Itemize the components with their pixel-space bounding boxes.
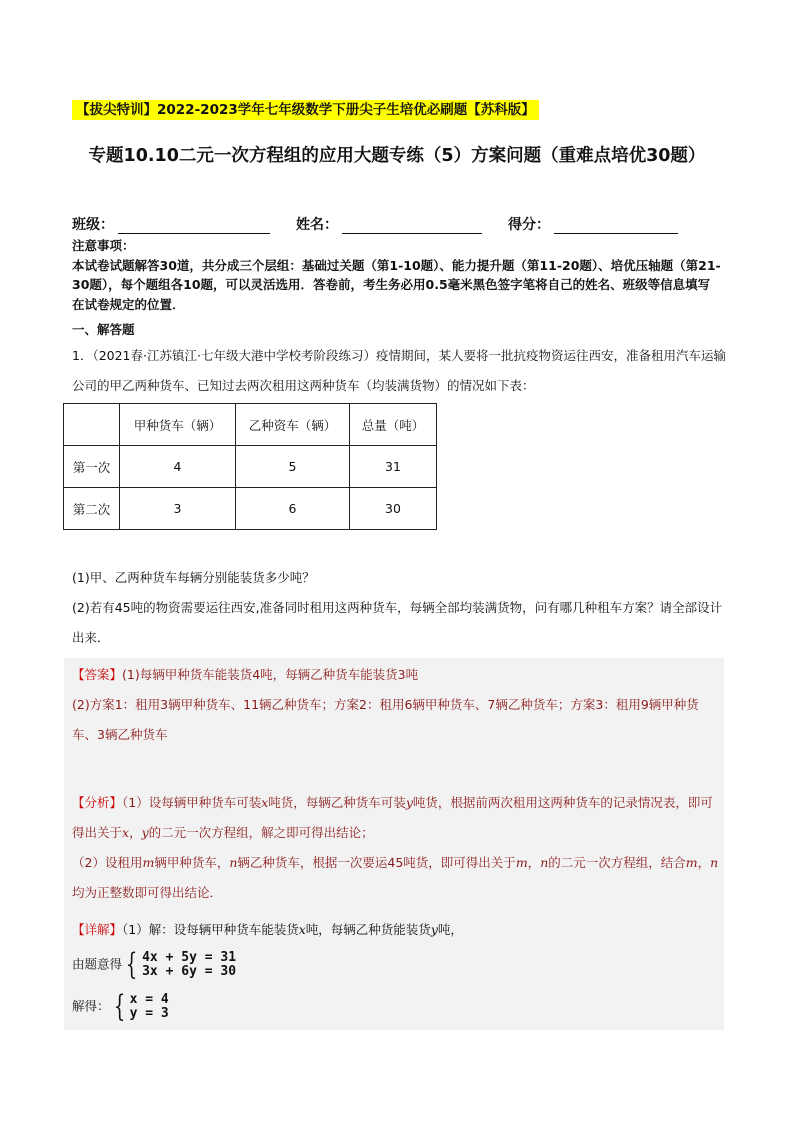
var-x: x <box>261 795 269 810</box>
system-label: 由题意得 <box>72 956 123 972</box>
table-cell: 6 <box>236 488 350 530</box>
analysis-text: ， <box>527 855 541 870</box>
equation-1: 4x + 5y = 31 <box>142 950 237 965</box>
analysis-text: 吨货，每辆乙种货车可装 <box>268 795 406 810</box>
student-info-row <box>72 212 722 234</box>
analysis-text: 辆乙种货车，根据一次要运45吨货，即可得出关于 <box>237 855 516 870</box>
series-banner: 【拔尖特训】2022-2023学年七年级数学下册尖子生培优必刷题【苏科版】 <box>72 100 539 120</box>
detail-text: 吨，每辆乙种货能装货 <box>305 922 431 937</box>
var-m: m <box>515 855 528 870</box>
table-cell: 第二次 <box>64 488 120 530</box>
analysis-text: （1）设每辆甲种货车可装 <box>122 795 262 810</box>
table-cell: 3 <box>120 488 236 530</box>
solution-line <box>72 989 722 1024</box>
brace-icon: { <box>113 989 125 1024</box>
notice-body: 本试卷试题解答30道，共分成三个层组：基础过关题（第1-10题）、能力提升题（第11-20题）、培优压轴题（第21-30题），每个题组各10题，可以灵活选用．答卷前，考生务必用0.5毫米黑色签字笔将自己的姓名、班级等信息填写在试卷规定的位置． <box>72 257 721 312</box>
notice-block <box>72 236 722 314</box>
name-field <box>296 212 482 234</box>
var-x: x <box>298 922 306 937</box>
var-n: n <box>540 855 549 870</box>
analysis-text: ， <box>697 855 711 870</box>
var-y: y <box>141 825 149 840</box>
table-row <box>64 488 437 530</box>
table-header-cell: 总量（吨） <box>350 404 437 446</box>
var-n: n <box>229 855 238 870</box>
class-label: 班级： <box>72 217 114 233</box>
table-header-row <box>64 404 437 446</box>
table-row <box>64 446 437 488</box>
question-part-2: (2)若有45吨的物资需要运往西安,准备同时租用这两种货车，每辆全部均装满货物，问有哪几种租车方案？请全部设计出来． <box>72 600 723 645</box>
solution-1: x = 4 <box>129 992 169 1007</box>
analysis-text: 的二元一次方程组，结合 <box>548 855 686 870</box>
detail-text: 吨， <box>437 922 463 937</box>
table-cell: 31 <box>350 446 437 488</box>
var-m: m <box>685 855 698 870</box>
analysis-part-1 <box>72 788 722 848</box>
table-cell: 30 <box>350 488 437 530</box>
detail-intro <box>72 917 722 943</box>
analysis-part-2 <box>72 848 722 908</box>
analysis-text: 均为正整数即可得出结论． <box>72 885 223 900</box>
page-title: 专题10.10二元一次方程组的应用大题专练（5）方案问题（重难点培优30题） <box>88 146 706 166</box>
name-blank <box>342 215 482 234</box>
var-m: m <box>142 855 155 870</box>
equation-system <box>122 947 237 982</box>
table-header-cell <box>64 404 120 446</box>
name-label: 姓名： <box>296 217 338 233</box>
score-label: 得分： <box>508 217 550 233</box>
question-intro: 1．（2021春·江苏镇江·七年级大港中学校考阶段练习）疫情期间，某人要将一批抗疫物资运往西安，准备租用汽车运输公司的甲乙两种货车、已知过去两次租用这两种货车（均装满货物）的情况如下表： <box>72 348 726 393</box>
table-cell: 4 <box>120 446 236 488</box>
equation-system-line <box>72 947 722 982</box>
score-field <box>508 212 678 234</box>
truck-table <box>63 403 437 530</box>
analysis-text: 吨货，根据前两次租用这两种货车的记录情况表，即可得出关于 <box>72 795 713 840</box>
answer-tag: 【答案】 <box>72 667 123 682</box>
notice-heading: 注意事项： <box>72 238 135 253</box>
equation-2: 3x + 6y = 30 <box>142 964 237 979</box>
solution-system <box>110 989 169 1024</box>
class-field <box>72 212 270 234</box>
analysis-text: （2）设租用 <box>72 855 143 870</box>
class-blank <box>118 215 270 234</box>
detail-tag: 【详解】 <box>72 922 123 937</box>
analysis-text: 的二元一次方程组，解之即可得出结论； <box>148 825 374 840</box>
detail-text: （1）解：设每辆甲种货车能装货 <box>122 922 299 937</box>
section-heading: 一、解答题 <box>72 322 135 337</box>
answer-text-2: (2)方案1：租用3辆甲种货车、11辆乙种货车；方案2：租用6辆甲种货车、7辆乙种货车；方案3：租用9辆甲种货车、3辆乙种货车 <box>72 697 699 742</box>
table-cell: 5 <box>236 446 350 488</box>
answer-text-1: (1)每辆甲种货车能装货4吨，每辆乙种货车能装货3吨 <box>122 667 419 682</box>
answer-line-1 <box>72 660 722 690</box>
solution-2: y = 3 <box>129 1006 169 1021</box>
var-y: y <box>405 795 413 810</box>
analysis-text: ， <box>129 825 142 840</box>
var-x: x <box>122 825 130 840</box>
solution-label: 解得： <box>72 998 110 1014</box>
analysis-tag: 【分析】 <box>72 795 123 810</box>
answer-line-2 <box>72 690 722 750</box>
score-blank <box>554 215 678 234</box>
table-header-cell: 乙种资车（辆） <box>236 404 350 446</box>
var-y: y <box>430 922 438 937</box>
analysis-text: 辆甲种货车， <box>154 855 230 870</box>
question-part-1: (1)甲、乙两种货车每辆分别能装货多少吨？ <box>72 570 315 585</box>
var-n: n <box>710 855 719 870</box>
brace-icon: { <box>125 947 138 982</box>
table-cell: 第一次 <box>64 446 120 488</box>
table-header-cell: 甲种货车（辆） <box>120 404 236 446</box>
